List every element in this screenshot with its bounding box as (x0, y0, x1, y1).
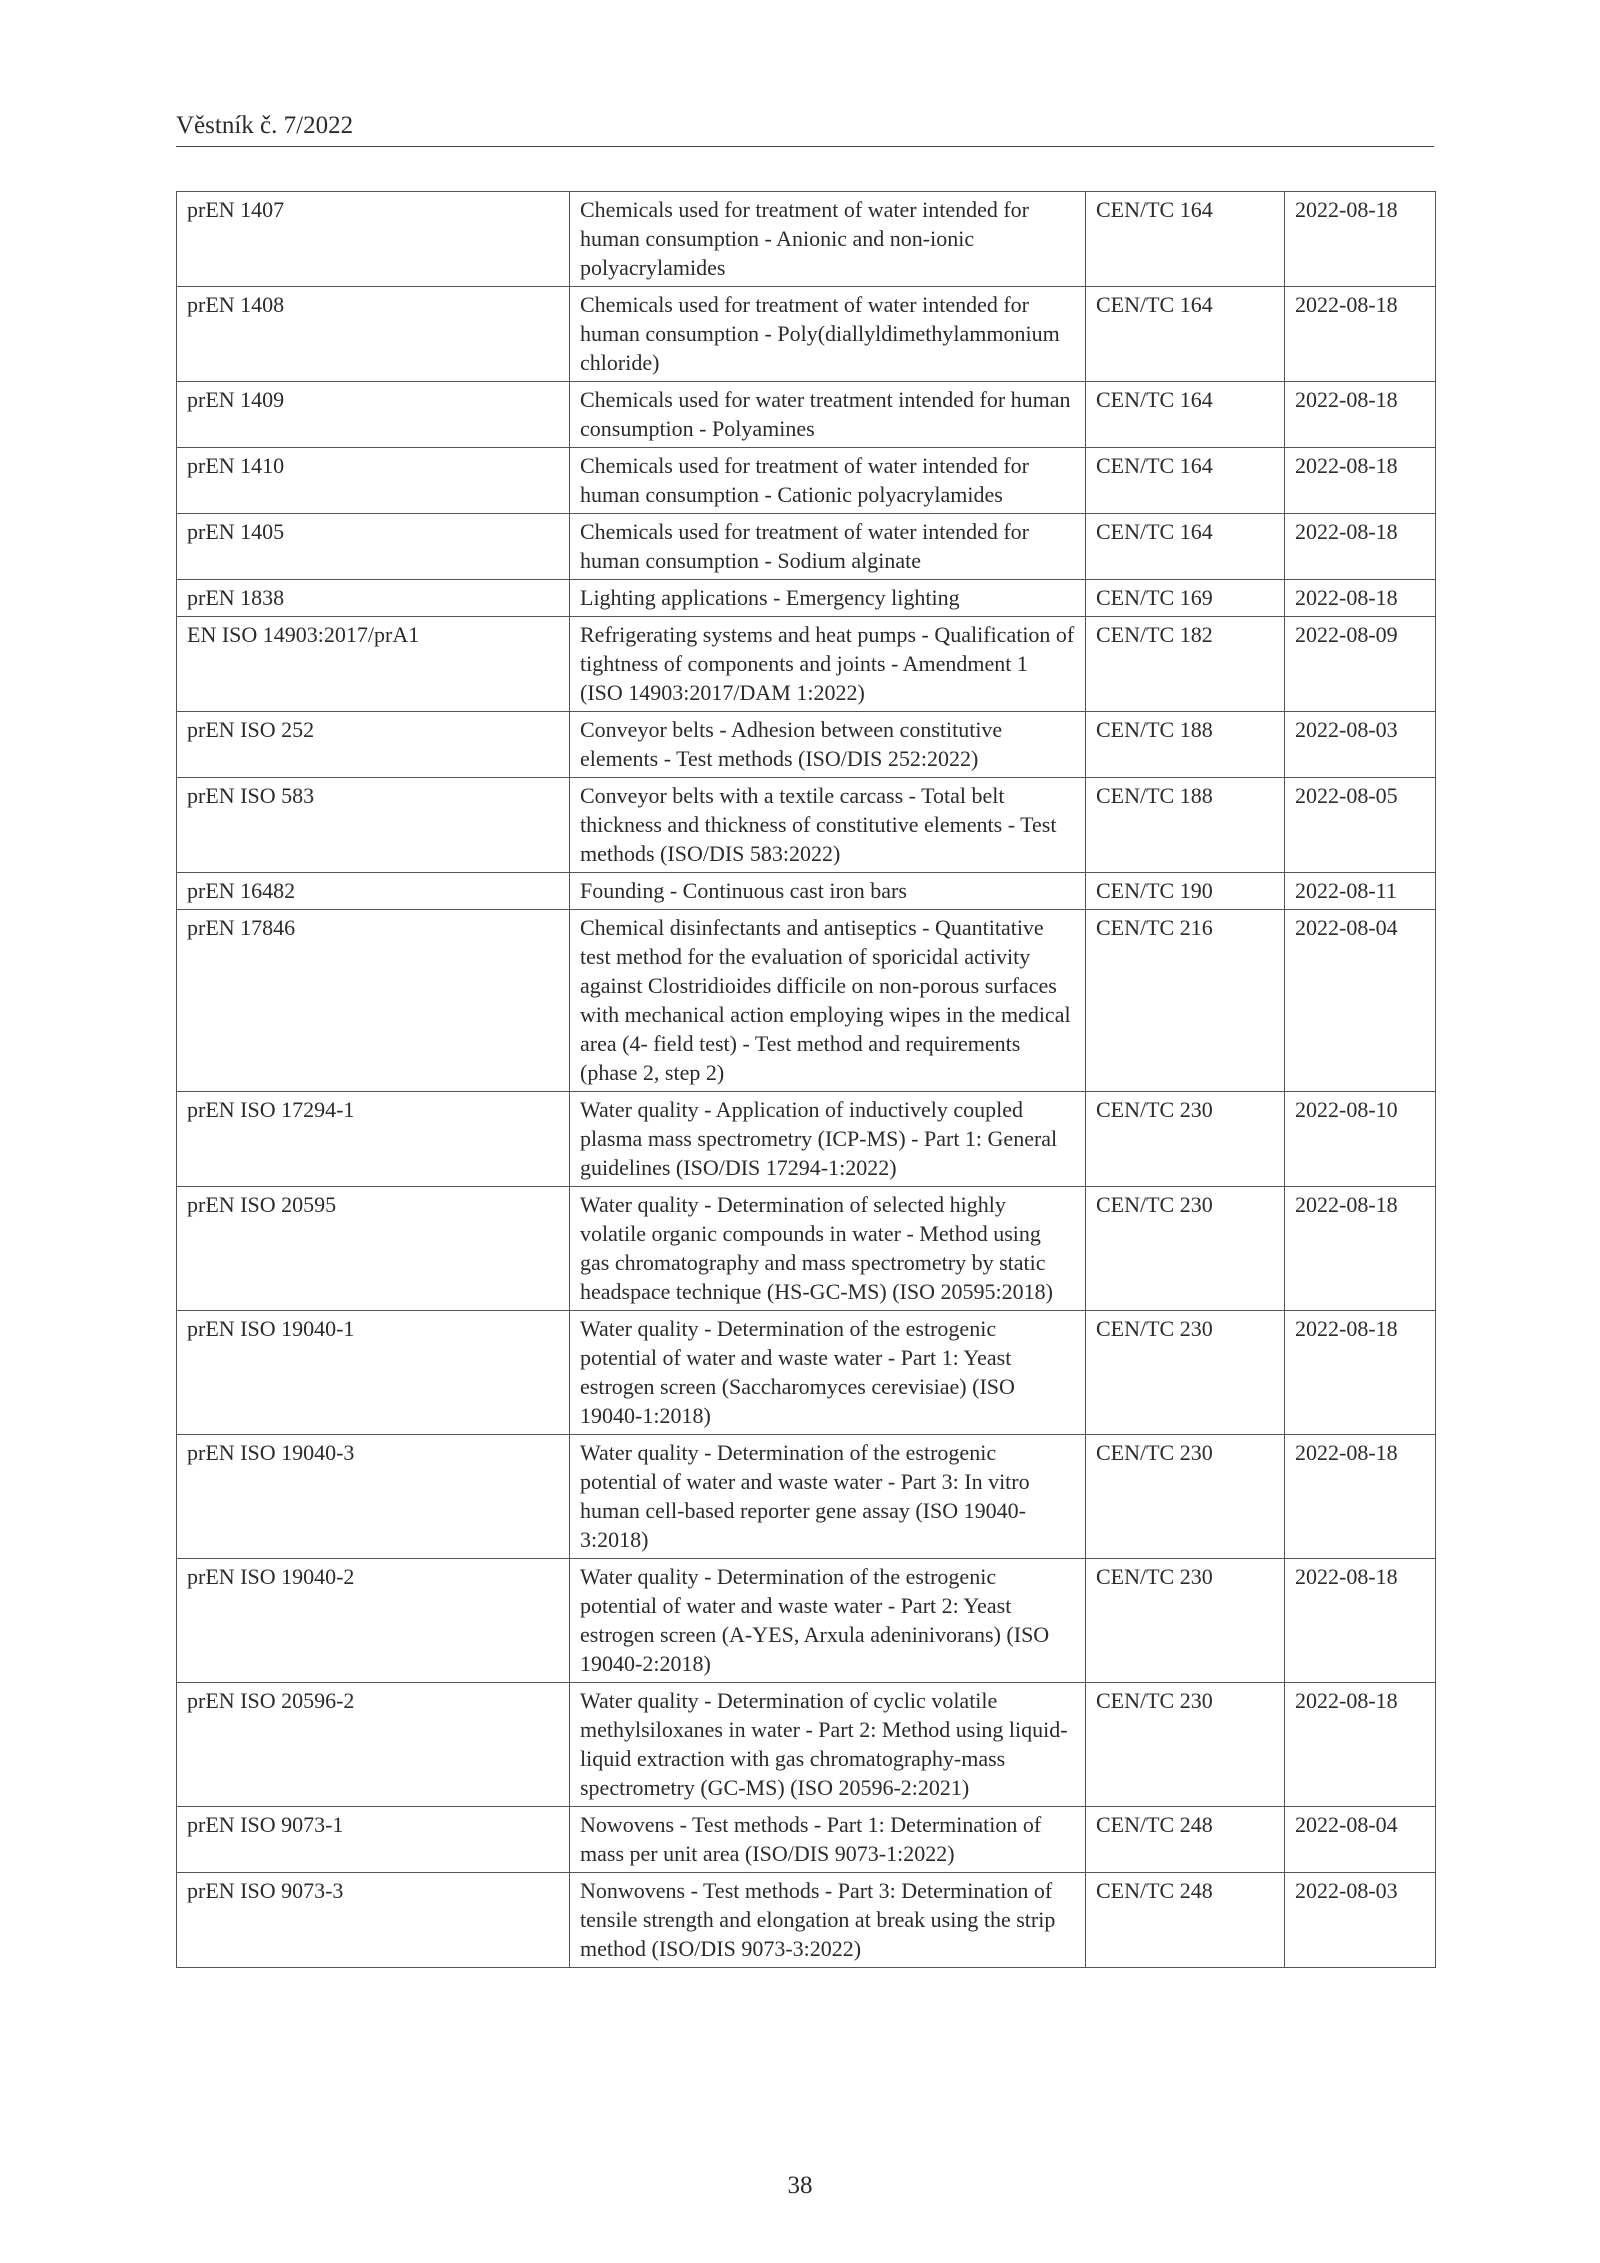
title-cell: Chemical disinfectants and antiseptics - Quantitative test method for the evaluation of sporicidal activity against Clostridioides difficile on non-porous surfaces with mechanical action employing wipes in the medical area (4- field test) - Test method and requirements (phase 2, step 2) (570, 910, 1086, 1092)
committee-cell: CEN/TC 230 (1086, 1311, 1285, 1435)
standard-reference-cell: prEN ISO 20595 (177, 1187, 570, 1311)
standard-reference-cell: prEN 1408 (177, 287, 570, 382)
table-row (177, 287, 1436, 382)
committee-cell: CEN/TC 230 (1086, 1092, 1285, 1187)
table-row (177, 910, 1436, 1092)
standard-reference-cell: prEN 1409 (177, 382, 570, 448)
standard-reference-cell: prEN ISO 9073-1 (177, 1807, 570, 1873)
table-row (177, 448, 1436, 514)
standard-reference-cell: prEN 17846 (177, 910, 570, 1092)
table-row (177, 1435, 1436, 1559)
title-cell: Chemicals used for treatment of water intended for human consumption - Cationic polyacrylamides (570, 448, 1086, 514)
table-row (177, 192, 1436, 287)
table-row (177, 617, 1436, 712)
table-row (177, 382, 1436, 448)
committee-cell: CEN/TC 164 (1086, 287, 1285, 382)
table-row (177, 1559, 1436, 1683)
title-cell: Water quality - Determination of the estrogenic potential of water and waste water - Part 2: Yeast estrogen screen (A-YES, Arxula adeninivorans) (ISO 19040-2:2018) (570, 1559, 1086, 1683)
standard-reference-cell: prEN 1407 (177, 192, 570, 287)
standard-reference-cell: EN ISO 14903:2017/prA1 (177, 617, 570, 712)
date-cell: 2022-08-18 (1285, 287, 1436, 382)
standard-reference-cell: prEN 1410 (177, 448, 570, 514)
standards-table-container (176, 191, 1435, 1968)
table-row (177, 1092, 1436, 1187)
committee-cell: CEN/TC 188 (1086, 712, 1285, 778)
table-row (177, 1311, 1436, 1435)
standard-reference-cell: prEN ISO 19040-3 (177, 1435, 570, 1559)
title-cell: Nowovens - Test methods - Part 1: Determination of mass per unit area (ISO/DIS 9073-1:2022) (570, 1807, 1086, 1873)
committee-cell: CEN/TC 182 (1086, 617, 1285, 712)
date-cell: 2022-08-18 (1285, 382, 1436, 448)
date-cell: 2022-08-04 (1285, 910, 1436, 1092)
table-row (177, 580, 1436, 617)
date-cell: 2022-08-18 (1285, 1435, 1436, 1559)
committee-cell: CEN/TC 188 (1086, 778, 1285, 873)
standard-reference-cell: prEN 1838 (177, 580, 570, 617)
page-number: 38 (787, 2172, 813, 2199)
date-cell: 2022-08-18 (1285, 1187, 1436, 1311)
committee-cell: CEN/TC 230 (1086, 1559, 1285, 1683)
title-cell: Water quality - Application of inductively coupled plasma mass spectrometry (ICP-MS) - Part 1: General guidelines (ISO/DIS 17294-1:2022) (570, 1092, 1086, 1187)
page-header (176, 112, 1434, 147)
committee-cell: CEN/TC 190 (1086, 873, 1285, 910)
date-cell: 2022-08-18 (1285, 192, 1436, 287)
title-cell: Founding - Continuous cast iron bars (570, 873, 1086, 910)
title-cell: Chemicals used for treatment of water intended for human consumption - Anionic and non-ionic polyacrylamides (570, 192, 1086, 287)
committee-cell: CEN/TC 164 (1086, 448, 1285, 514)
date-cell: 2022-08-09 (1285, 617, 1436, 712)
date-cell: 2022-08-18 (1285, 1311, 1436, 1435)
committee-cell: CEN/TC 248 (1086, 1807, 1285, 1873)
committee-cell: CEN/TC 248 (1086, 1873, 1285, 1968)
title-cell: Water quality - Determination of selected highly volatile organic compounds in water - Method using gas chromatography and mass spectrometry by static headspace technique (HS-GC-MS) (ISO 20595:2018) (570, 1187, 1086, 1311)
title-cell: Chemicals used for treatment of water intended for human consumption - Poly(diallyldimethylammonium chloride) (570, 287, 1086, 382)
title-cell: Water quality - Determination of cyclic volatile methylsiloxanes in water - Part 2: Method using liquid-liquid extraction with gas chromatography-mass spectrometry (GC-MS) (ISO 20596-2:2021) (570, 1683, 1086, 1807)
title-cell: Water quality - Determination of the estrogenic potential of water and waste water - Part 3: In vitro human cell-based reporter gene assay (ISO 19040-3:2018) (570, 1435, 1086, 1559)
committee-cell: CEN/TC 164 (1086, 382, 1285, 448)
standard-reference-cell: prEN ISO 9073-3 (177, 1873, 570, 1968)
table-row (177, 1187, 1436, 1311)
standard-reference-cell: prEN ISO 17294-1 (177, 1092, 570, 1187)
table-row (177, 1683, 1436, 1807)
table-row (177, 514, 1436, 580)
table-row (177, 1807, 1436, 1873)
title-cell: Refrigerating systems and heat pumps - Qualification of tightness of components and joints - Amendment 1 (ISO 14903:2017/DAM 1:2022) (570, 617, 1086, 712)
publication-title: Věstník č. 7/2022 (176, 112, 354, 139)
date-cell: 2022-08-05 (1285, 778, 1436, 873)
title-cell: Chemicals used for treatment of water intended for human consumption - Sodium alginate (570, 514, 1086, 580)
standards-table (176, 191, 1436, 1968)
date-cell: 2022-08-18 (1285, 514, 1436, 580)
standard-reference-cell: prEN 16482 (177, 873, 570, 910)
title-cell: Nonwovens - Test methods - Part 3: Determination of tensile strength and elongation at break using the strip method (ISO/DIS 9073-3:2022) (570, 1873, 1086, 1968)
table-row (177, 712, 1436, 778)
standards-table-body (177, 192, 1436, 1968)
date-cell: 2022-08-03 (1285, 1873, 1436, 1968)
standard-reference-cell: prEN ISO 20596-2 (177, 1683, 570, 1807)
title-cell: Lighting applications - Emergency lighting (570, 580, 1086, 617)
committee-cell: CEN/TC 164 (1086, 192, 1285, 287)
title-cell: Chemicals used for water treatment intended for human consumption - Polyamines (570, 382, 1086, 448)
committee-cell: CEN/TC 169 (1086, 580, 1285, 617)
date-cell: 2022-08-18 (1285, 580, 1436, 617)
committee-cell: CEN/TC 230 (1086, 1683, 1285, 1807)
standard-reference-cell: prEN ISO 252 (177, 712, 570, 778)
committee-cell: CEN/TC 230 (1086, 1435, 1285, 1559)
standard-reference-cell: prEN ISO 583 (177, 778, 570, 873)
committee-cell: CEN/TC 230 (1086, 1187, 1285, 1311)
date-cell: 2022-08-18 (1285, 1683, 1436, 1807)
title-cell: Conveyor belts with a textile carcass - Total belt thickness and thickness of constitutive elements - Test methods (ISO/DIS 583:2022) (570, 778, 1086, 873)
date-cell: 2022-08-03 (1285, 712, 1436, 778)
table-row (177, 873, 1436, 910)
title-cell: Conveyor belts - Adhesion between constitutive elements - Test methods (ISO/DIS 252:2022) (570, 712, 1086, 778)
table-row (177, 778, 1436, 873)
date-cell: 2022-08-04 (1285, 1807, 1436, 1873)
standard-reference-cell: prEN 1405 (177, 514, 570, 580)
committee-cell: CEN/TC 164 (1086, 514, 1285, 580)
standard-reference-cell: prEN ISO 19040-2 (177, 1559, 570, 1683)
standard-reference-cell: prEN ISO 19040-1 (177, 1311, 570, 1435)
date-cell: 2022-08-18 (1285, 1559, 1436, 1683)
table-row (177, 1873, 1436, 1968)
date-cell: 2022-08-18 (1285, 448, 1436, 514)
committee-cell: CEN/TC 216 (1086, 910, 1285, 1092)
date-cell: 2022-08-11 (1285, 873, 1436, 910)
title-cell: Water quality - Determination of the estrogenic potential of water and waste water - Part 1: Yeast estrogen screen (Saccharomyces cerevisiae) (ISO 19040-1:2018) (570, 1311, 1086, 1435)
date-cell: 2022-08-10 (1285, 1092, 1436, 1187)
